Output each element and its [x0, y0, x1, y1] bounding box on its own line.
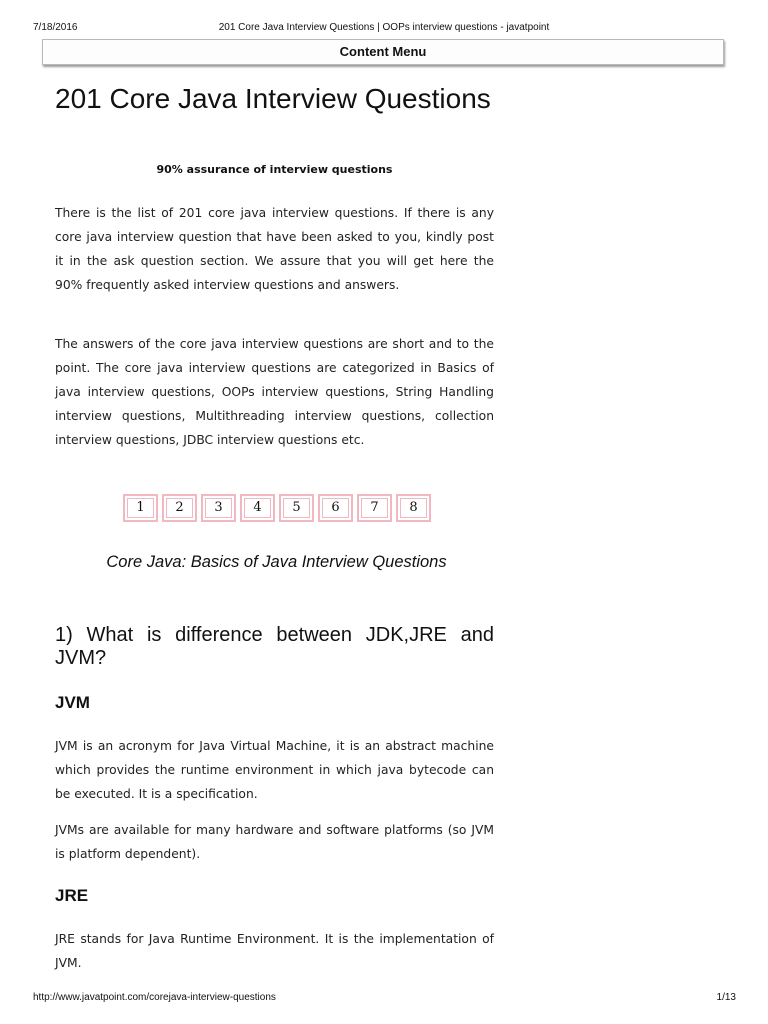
page-link-3[interactable] — [201, 494, 236, 522]
page-link-2[interactable] — [162, 494, 197, 522]
page-title: 201 Core Java Interview Questions — [55, 83, 491, 114]
page-link-label: 8 — [400, 498, 427, 518]
question-heading: 1) What is difference between JDK,JRE and JVM? — [55, 624, 494, 669]
page-link-label: 3 — [205, 498, 232, 518]
jvm-heading: JVM — [55, 693, 90, 712]
page-link-label: 6 — [322, 498, 349, 518]
print-footer — [0, 992, 768, 1006]
section-heading: Core Java: Basics of Java Interview Questions — [106, 553, 447, 571]
print-page-number: 1/13 — [716, 992, 736, 1003]
page-link-1[interactable] — [123, 494, 158, 522]
print-page-title: 201 Core Java Interview Questions | OOPs interview questions - javatpoint — [218, 22, 550, 33]
page-link-4[interactable] — [240, 494, 275, 522]
print-url: http://www.javatpoint.com/corejava-interview-questions — [33, 992, 276, 1003]
page-link-8[interactable] — [396, 494, 431, 522]
page-link-5[interactable] — [279, 494, 314, 522]
pagination — [123, 494, 431, 522]
intro-paragraph: The answers of the core java interview questions are short and to the point. The core java interview questions are categorized in Basics of java interview questions, OOPs interview questions, String Handling interview questions, Multithreading interview questions, collection interview questions, JDBC interview questions etc. — [55, 337, 494, 447]
page-link-7[interactable] — [357, 494, 392, 522]
page-link-label: 1 — [127, 498, 154, 518]
page-link-6[interactable] — [318, 494, 353, 522]
page-link-label: 2 — [166, 498, 193, 518]
page-link-label: 5 — [283, 498, 310, 518]
page-link-label: 4 — [244, 498, 271, 518]
jvm-paragraph: JVM is an acronym for Java Virtual Machine, it is an abstract machine which provides the runtime environment in which java bytecode can be executed. It is a specification. — [55, 739, 494, 801]
jre-heading: JRE — [55, 886, 89, 905]
jvm-paragraph: JVMs are available for many hardware and software platforms (so JVM is platform dependent). — [55, 823, 494, 861]
print-date: 7/18/2016 — [33, 22, 78, 33]
intro-paragraph: There is the list of 201 core java interview questions. If there is any core java interview question that have been asked to you, kindly post it in the ask question section. We assure that you will get here the 90% frequently asked interview questions and answers. — [55, 206, 494, 292]
page-link-label: 7 — [361, 498, 388, 518]
print-header — [0, 22, 768, 36]
content-menu-button[interactable]: Content Menu — [42, 39, 724, 65]
jre-paragraph: JRE stands for Java Runtime Environment. It is the implementation of JVM. — [55, 932, 494, 970]
page-subtitle: 90% assurance of interview questions — [156, 163, 393, 176]
